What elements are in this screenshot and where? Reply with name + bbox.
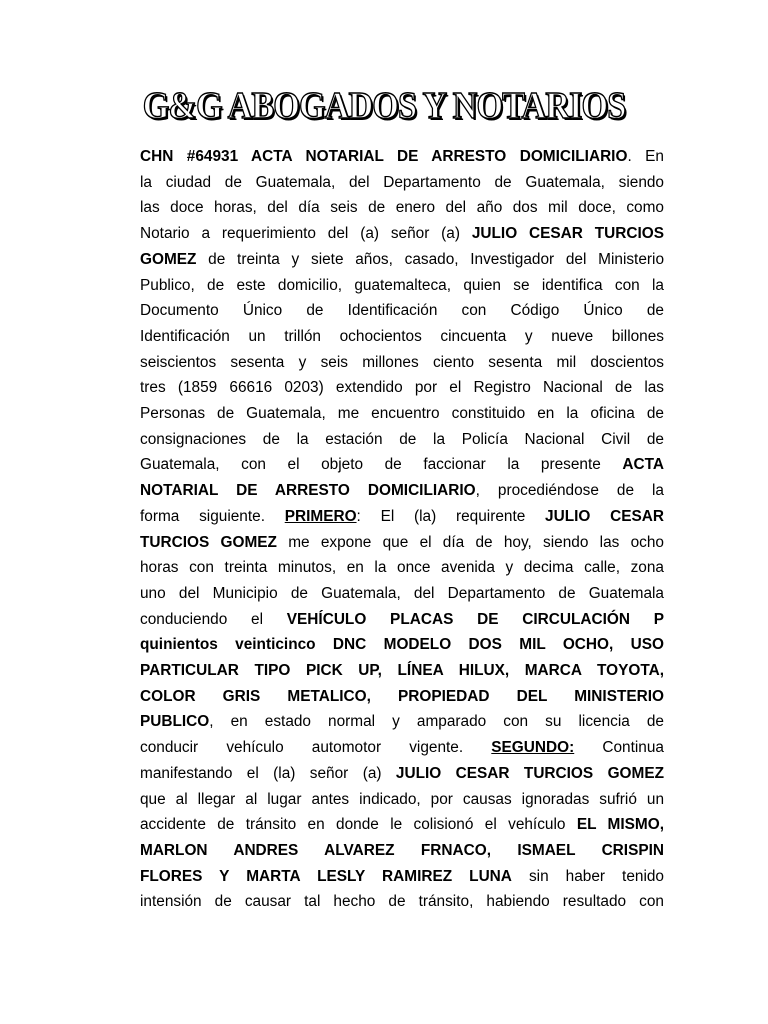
paragraph-line bbox=[140, 221, 664, 247]
bold-text: FLORES Y MARTA LESLY RAMIREZ LUNA bbox=[140, 867, 512, 885]
body-text: uno del Municipio de Guatemala, del Departamento de Guatemala bbox=[140, 584, 664, 602]
bold-text: CHN #64931 ACTA NOTARIAL DE ARRESTO DOMICILIARIO bbox=[140, 148, 628, 165]
body-text: forma siguiente. bbox=[140, 507, 285, 525]
body-text: conduciendo el bbox=[140, 610, 287, 628]
bold-text: COLOR GRIS METALICO, PROPIEDAD DEL MINISTERIO bbox=[140, 687, 664, 705]
bold-text: MARLON ANDRES ALVAREZ FRNACO, ISMAEL CRISPIN bbox=[140, 841, 664, 859]
paragraph-line bbox=[140, 555, 664, 581]
bold-text: PUBLICO bbox=[140, 713, 210, 731]
paragraph-line bbox=[140, 504, 664, 530]
body-text: Guatemala, con el objeto de faccionar la presente bbox=[140, 456, 623, 474]
bold-text: ACTA bbox=[622, 456, 664, 474]
bold-text: TURCIOS GOMEZ bbox=[140, 533, 277, 551]
body-text: , en estado normal y amparado con su licencia de bbox=[209, 713, 664, 731]
bold-text: NOTARIAL DE ARRESTO DOMICILIARIO bbox=[140, 482, 476, 500]
paragraph-line bbox=[140, 581, 664, 607]
body-text: intensión de causar tal hecho de tránsito, habiendo resultado con bbox=[140, 893, 664, 911]
body-text: Personas de Guatemala, me encuentro constituido en la oficina de bbox=[140, 405, 664, 423]
bold-text: EL MISMO, bbox=[576, 816, 664, 834]
body-text: las doce horas, del día seis de enero del año dos mil doce, como bbox=[140, 199, 664, 217]
body-text: : El (la) requirente bbox=[356, 507, 546, 525]
bold-text: GOMEZ bbox=[140, 250, 197, 268]
paragraph-line bbox=[140, 247, 664, 273]
paragraph-line bbox=[140, 761, 664, 787]
body-text: seiscientos sesenta y seis millones ciento sesenta mil doscientos bbox=[140, 353, 664, 371]
bold-text: JULIO CESAR bbox=[545, 507, 664, 525]
body-text: consignaciones de la estación de la Policía Nacional Civil de bbox=[140, 430, 664, 448]
paragraph-line bbox=[140, 298, 664, 324]
paragraph-line bbox=[140, 787, 664, 813]
section-heading: SEGUNDO: bbox=[491, 739, 575, 757]
paragraph-line bbox=[140, 889, 664, 915]
paragraph-line bbox=[140, 658, 664, 684]
body-text: tres (1859 66616 0203) extendido por el Registro Nacional de las bbox=[140, 379, 664, 397]
paragraph-line bbox=[140, 632, 664, 658]
paragraph-line bbox=[140, 838, 664, 864]
paragraph-line bbox=[140, 324, 664, 350]
bold-text: JULIO CESAR TURCIOS bbox=[471, 225, 664, 243]
paragraph-line bbox=[140, 864, 664, 890]
body-text: Continua bbox=[574, 739, 664, 757]
body-text: la ciudad de Guatemala, del Departamento de Guatemala, siendo bbox=[140, 173, 664, 191]
paragraph-line bbox=[140, 170, 664, 196]
body-text: . En bbox=[627, 148, 664, 165]
paragraph-line bbox=[140, 530, 664, 556]
body-text: horas con treinta minutos, en la once avenida y decima calle, zona bbox=[140, 559, 664, 577]
body-text: accidente de tránsito en donde le colisionó el vehículo bbox=[140, 816, 577, 834]
paragraph-line bbox=[140, 684, 664, 710]
paragraph-line bbox=[140, 812, 664, 838]
bold-text: PARTICULAR TIPO PICK UP, LÍNEA HILUX, MARCA TOYOTA, bbox=[140, 662, 664, 680]
section-heading: PRIMERO bbox=[284, 507, 357, 525]
paragraph-line bbox=[140, 452, 664, 478]
paragraph-line bbox=[140, 401, 664, 427]
paragraph-line bbox=[140, 607, 664, 633]
paragraph-line bbox=[140, 273, 664, 299]
bold-text: JULIO CESAR TURCIOS GOMEZ bbox=[395, 764, 664, 782]
body-text: Documento Único de Identificación con Código Único de bbox=[140, 302, 664, 320]
body-text: que al llegar al lugar antes indicado, por causas ignoradas sufrió un bbox=[140, 790, 664, 808]
paragraph-line bbox=[140, 195, 664, 221]
paragraph-line bbox=[140, 144, 664, 170]
paragraph-line bbox=[140, 735, 664, 761]
body-text: conducir vehículo automotor vigente. bbox=[140, 739, 492, 757]
body-text: Publico, de este domicilio, guatemalteca, quien se identifica con la bbox=[140, 276, 664, 294]
body-text: manifestando el (la) señor (a) bbox=[140, 764, 396, 782]
bold-text: VEHÍCULO PLACAS DE CIRCULACIÓN P bbox=[286, 610, 664, 628]
paragraph-line bbox=[140, 375, 664, 401]
body-text: me expone que el día de hoy, siendo las ocho bbox=[276, 533, 664, 551]
bold-text: quinientos veinticinco DNC MODELO DOS MIL OCHO, USO bbox=[140, 636, 664, 654]
body-text: sin haber tenido bbox=[511, 867, 664, 885]
paragraph-line bbox=[140, 709, 664, 735]
body-text: Notario a requerimiento del (a) señor (a) bbox=[140, 225, 472, 243]
document-body bbox=[140, 144, 664, 915]
body-text: , procediéndose de la bbox=[475, 482, 664, 500]
page-header bbox=[0, 84, 768, 128]
body-text: de treinta y siete años, casado, Investigador del Ministerio bbox=[196, 250, 664, 268]
paragraph-line bbox=[140, 350, 664, 376]
firm-title: G&G ABOGADOS Y NOTARIOS bbox=[142, 85, 626, 127]
body-text: Identificación un trillón ochocientos cincuenta y nueve billones bbox=[140, 327, 664, 345]
paragraph-line bbox=[140, 427, 664, 453]
paragraph-line bbox=[140, 478, 664, 504]
